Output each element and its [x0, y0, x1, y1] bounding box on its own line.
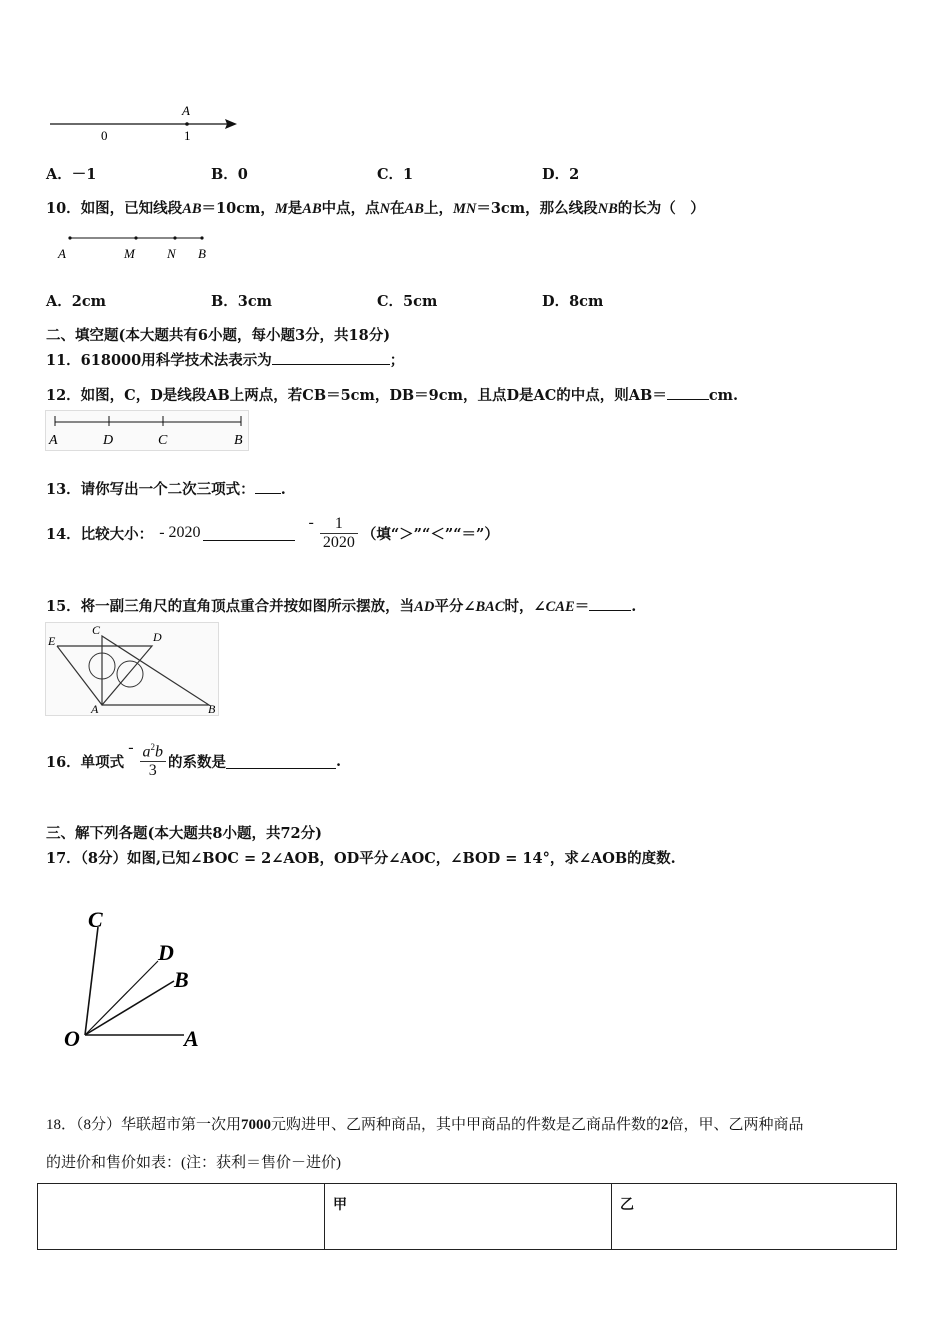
q17-stem: 17．（8分）如图,已知∠BOC = 2∠AOB，OD平分∠AOC，∠BOD = 14°，求∠AOB的度数.: [46, 850, 676, 867]
label-a: A: [91, 702, 99, 716]
table-header-jia: 甲: [325, 1184, 612, 1250]
q10-option-a: A．2cm: [46, 293, 107, 310]
answer-blank[interactable]: [226, 754, 336, 769]
q11-stem: 11．618000用科学技术法表示为 ；: [46, 352, 405, 369]
point-a: [185, 122, 189, 126]
label-d: D: [158, 940, 174, 965]
q15-triangles-figure: [45, 622, 220, 717]
label-a: A: [49, 433, 58, 448]
answer-blank[interactable]: [667, 385, 709, 400]
label-m: M: [124, 246, 135, 261]
fraction: $\frac{a^2b}{3}$: [140, 742, 167, 780]
table-header-cell: [38, 1184, 325, 1250]
label-b: B: [234, 433, 243, 448]
table-header-row: [38, 1184, 897, 1250]
q9-option-a: A．－1: [46, 166, 97, 183]
q15-stem: 15．将一副三角尺的直角顶点重合并按如图所示摆放，当AD平分∠BAC时，∠CAE＝ .: [46, 598, 637, 615]
q16-stem: 16．单项式 - $\frac{a^2b}{3}$ 的系数是 .: [46, 739, 342, 780]
number-line-figure: [45, 100, 245, 145]
q9-option-c: C．1: [377, 166, 414, 183]
q17-angle-figure: [60, 905, 210, 1050]
price-table: [37, 1183, 897, 1250]
q10-option-d: D．8cm: [542, 293, 604, 310]
minus-sign: -: [128, 739, 134, 756]
label-b: B: [174, 967, 189, 992]
label-e: E: [48, 634, 56, 648]
q12-segment-figure: [45, 410, 250, 452]
label-d: D: [153, 630, 162, 644]
label-a: A: [184, 1026, 199, 1050]
q14-stem: 14．比较大小： - 2020 - $\frac{1}{2020}$ （填“＞”“＜”“＝”）: [46, 514, 499, 551]
label-c: C: [158, 433, 168, 448]
answer-blank[interactable]: [255, 479, 281, 494]
q13-stem: 13．请你写出一个二次三项式： .: [46, 481, 286, 498]
ray-oc: [85, 927, 98, 1035]
tick-1: 1: [184, 128, 191, 143]
label-n: N: [167, 246, 176, 261]
label-d: D: [103, 433, 114, 448]
q18-line-2: 的进价和售价如表：(注：获利＝售价－进价): [46, 1155, 341, 1171]
q10-option-b: B．3cm: [211, 293, 273, 310]
q9-option-b: B．0: [211, 166, 248, 183]
q10-stem: 10．如图，已知线段AB＝10cm，M是AB中点，点N在AB上，MN＝3cm，那么线段NB的长为（ ）: [46, 200, 705, 217]
label-c: C: [92, 623, 101, 637]
answer-blank[interactable]: [272, 350, 390, 365]
label-o: O: [64, 1026, 80, 1050]
q10-option-c: C．5cm: [377, 293, 438, 310]
label-b: B: [208, 702, 216, 716]
q14-left-value: - 2020: [159, 524, 201, 541]
label-b: B: [198, 246, 206, 261]
answer-blank[interactable]: [203, 526, 295, 541]
fraction: $\frac{1}{2020}$: [320, 515, 358, 552]
table-header-yi: 乙: [612, 1184, 897, 1250]
point-n: [173, 236, 176, 239]
label-c: C: [88, 907, 103, 932]
point-b: [200, 236, 203, 239]
q10-segment-figure: [50, 228, 220, 268]
point-a: [68, 236, 71, 239]
section-2-heading: 二、填空题(本大题共有6小题，每小题3分，共18分): [46, 327, 391, 344]
minus-sign: -: [308, 514, 314, 531]
label-a: A: [58, 246, 66, 261]
q9-option-d: D．2: [542, 166, 580, 183]
q12-stem: 12．如图，C，D是线段AB上两点，若CB＝5cm，DB＝9cm，且点D是AC的中点，则AB＝ cm.: [46, 387, 739, 404]
answer-blank[interactable]: [589, 596, 631, 611]
tick-0: 0: [101, 128, 108, 143]
point-m: [134, 236, 137, 239]
section-3-heading: 三、解下列各题(本大题共8小题，共72分): [46, 825, 322, 842]
label-a: A: [182, 103, 190, 118]
figure-frame: [46, 411, 249, 451]
q18-line-1: 18．（8分）华联超市第一次用7000元购进甲、乙两种商品，其中甲商品的件数是乙商品件数的2倍，甲、乙两种商品: [46, 1117, 804, 1133]
